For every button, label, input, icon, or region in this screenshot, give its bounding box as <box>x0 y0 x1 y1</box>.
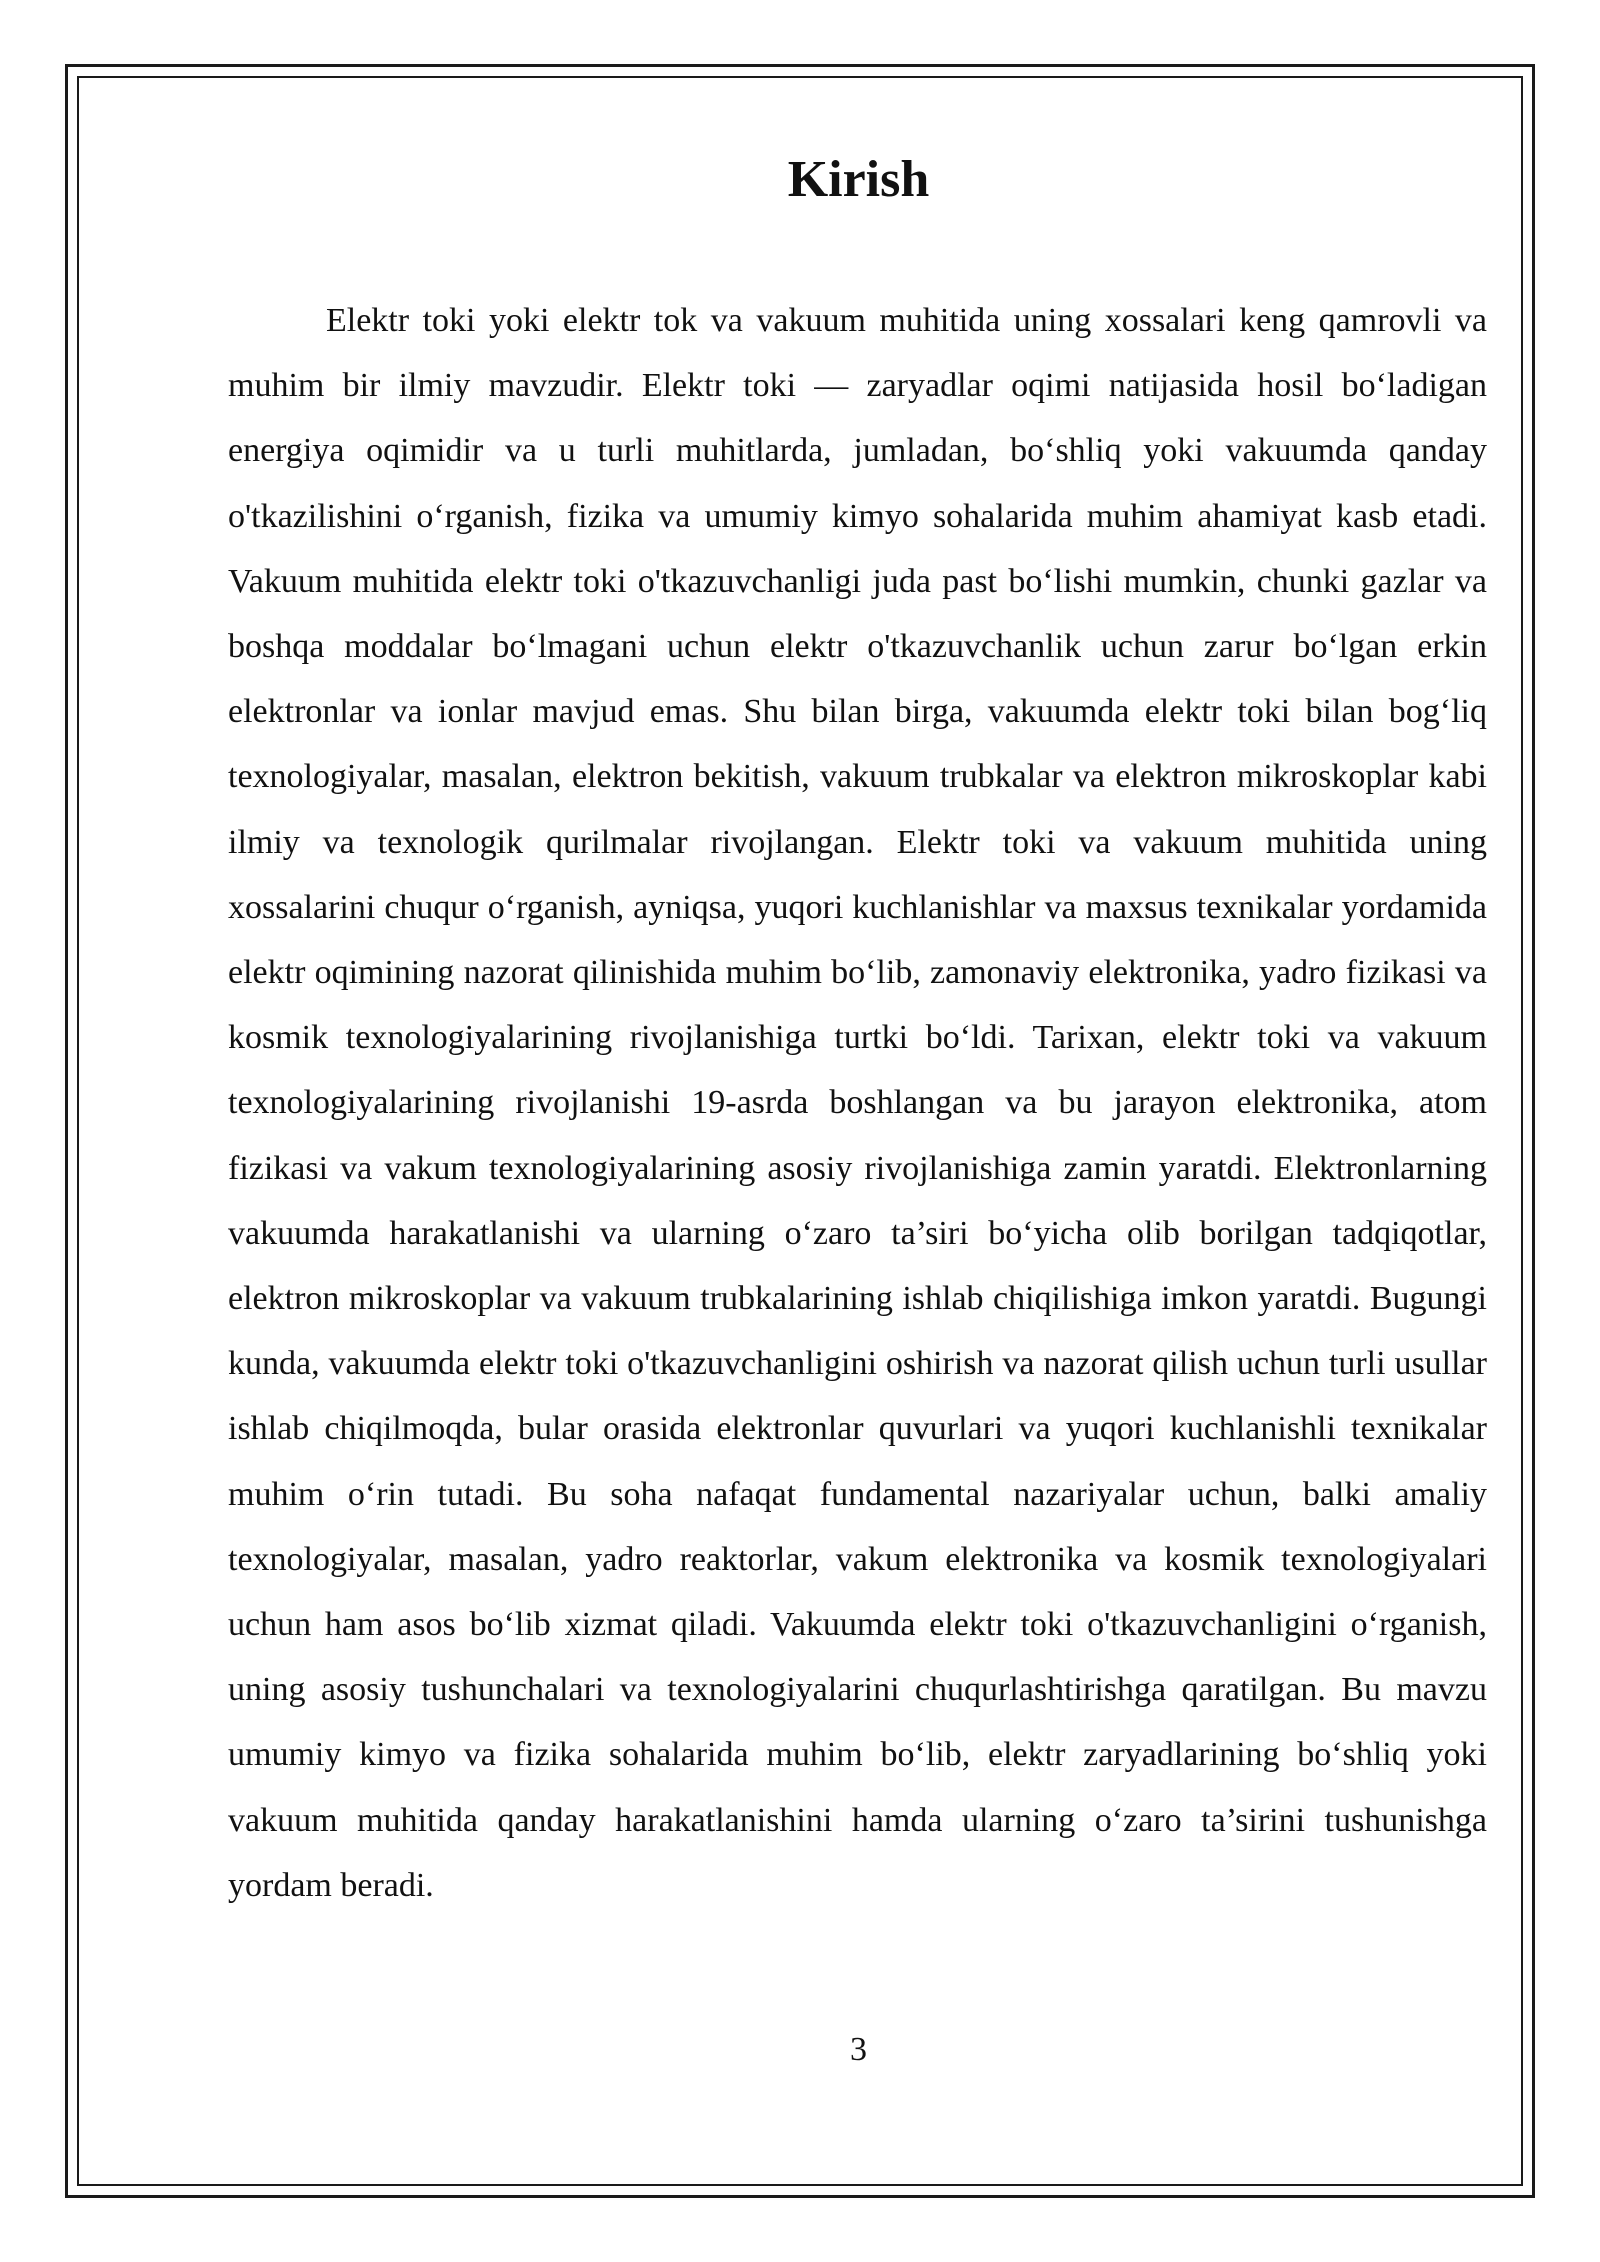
page-number: 3 <box>850 2031 867 2068</box>
page-title: Kirish <box>787 151 930 208</box>
body-paragraph: Elektr toki yoki elektr tok va vakuum muhitida uning xossalari keng qamrovli va muhim bir ilmiy mavzudir. Elektr toki — zaryadlar oqimi natijasida hosil bo‘ladigan energiya oqimidir va u turli muhitlarda, jumladan, bo‘shliq yoki vakuumda qanday o'tkazilishini o‘rganish, fizika va umumiy kimyo sohalarida muhim ahamiyat kasb etadi. Vakuum muhitida elektr toki o'tkazuvchanligi juda past bo‘lishi mumkin, chunki gazlar va boshqa moddalar bo‘lmagani uchun elektr o'tkazuvchanlik uchun zarur bo‘lgan erkin elektronlar va ionlar mavjud emas. Shu bilan birga, vakuumda elektr toki bilan bog‘liq texnologiyalar, masalan, elektron bekitish, vakuum trubkalar va elektron mikroskoplar kabi ilmiy va texnologik qurilmalar rivojlangan. Elektr toki va vakuum muhitida uning xossalarini chuqur o‘rganish, ayniqsa, yuqori kuchlanishlar va maxsus texnikalar yordamida elektr oqimining nazorat qilinishida muhim bo‘lib, zamonaviy elektronika, yadro fizikasi va kosmik texnologiyalarining rivojlanishiga turtki bo‘ldi. Tarixan, elektr toki va vakuum texnologiyalarining rivojlanishi 19-asrda boshlangan va bu jarayon elektronika, atom fizikasi va vakum texnologiyalarining asosiy rivojlanishiga zamin yaratdi. Elektronlarning vakuumda harakatlanishi va ularning o‘zaro ta’siri bo‘yicha olib borilgan tadqiqotlar, elektron mikroskoplar va vakuum trubkalarining ishlab chiqilishiga imkon yaratdi. Bugungi kunda, vakuumda elektr toki o'tkazuvchanligini oshirish va nazorat qilish uchun turli usullar ishlab chiqilmoqda, bular orasida elektronlar quvurlari va yuqori kuchlanishli texnikalar muhim o‘rin tutadi. Bu soha nafaqat fundamental nazariyalar uchun, balki amaliy texnologiyalar, masalan, yadro reaktorlar, vakum elektronika va kosmik texnologiyalari uchun ham asos bo‘lib xizmat qiladi. Vakuumda elektr toki o'tkazuvchanligini o‘rganish, uning asosiy tushunchalari va texnologiyalarini chuqurlashtirishga qaratilgan. Bu mavzu umumiy kimyo va fizika sohalarida muhim bo‘lib, elektr zaryadlarining bo‘shliq yoki vakuum muhitida qanday harakatlanishini hamda ularning o‘zaro ta’sirini tushunishga yordam beradi. <box>228 302 1487 1904</box>
